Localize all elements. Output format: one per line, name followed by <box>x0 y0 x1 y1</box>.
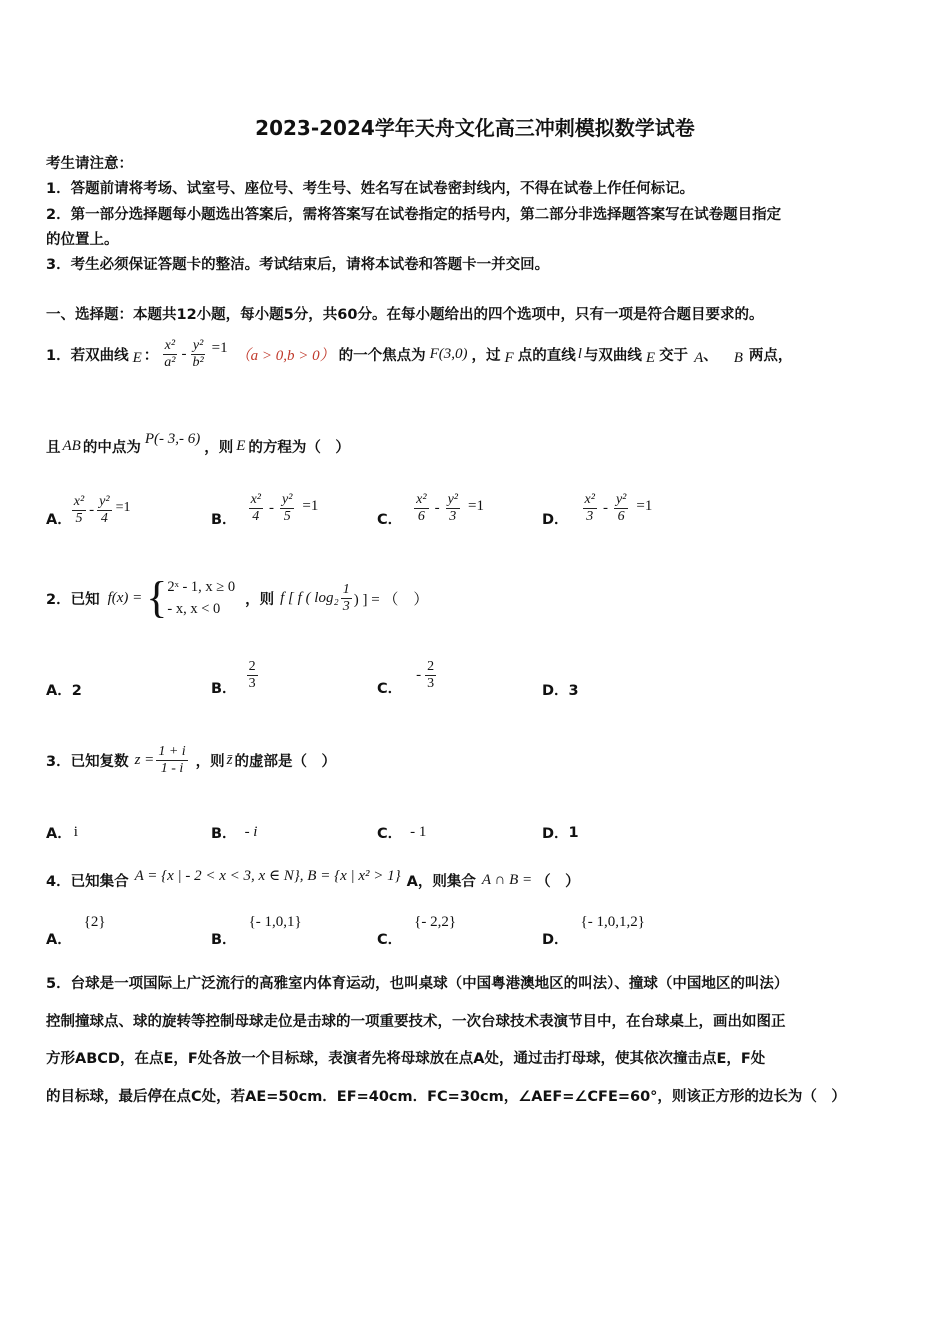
q1-focus: F(3,0) <box>429 345 468 362</box>
q1-frac-y: $\frac{\text{y²}}{\text{b²}}$ <box>192 337 204 370</box>
q1-option-b[interactable]: B． $\frac{\text{x²}}{4}$ - $\frac{\text{y²}}{5}$ =1 <box>211 491 319 528</box>
q3-option-a[interactable]: A． i <box>46 824 78 842</box>
question-3: 3．已知复数 z = $\frac{1 + i}{1 - i}$ ，则 z̄ 的虚部是（ ） <box>46 743 336 776</box>
question-1-line-1: 1．若双曲线 E ： $\frac{\text{x²}}{\text{a²}}$ - $\frac{\text{y²}}{\text{b²}}$ =1 （a > 0,b > 0） 的一个焦点为 F(3,0) ，过 F 点的直线 l 与双曲线 E 交于 A 、 B 两点， <box>46 337 793 370</box>
q1-intro: 1．若双曲线 <box>46 347 129 364</box>
question-1-line-2: 且 AB 的中点为 P(- 3,- 6) ，则 E 的方程为（ ） <box>46 430 350 456</box>
q3-frac: $\frac{1 + i}{1 - i}$ <box>158 743 186 776</box>
notice-item-2-cont: 的位置上。 <box>46 232 119 248</box>
notice-item-2: 2．第一部分选择题每小题选出答案后，需将答案写在试卷指定的括号内，第二部分非选择题答案写在试卷题目指定 <box>46 207 782 223</box>
q1-frac-x: $\frac{\text{x²}}{\text{a²}}$ <box>164 337 176 370</box>
q1-colon: ： <box>143 347 159 364</box>
q1-condition: （a > 0,b > 0） <box>235 347 335 364</box>
q1-option-c[interactable]: C． $\frac{\text{x²}}{6}$ - $\frac{\text{y²}}{3}$ =1 <box>377 491 484 528</box>
notice-heading: 考生请注意： <box>46 156 133 172</box>
q1-option-d[interactable]: D． $\frac{\text{x²}}{3}$ - $\frac{\text{y²}}{6}$ =1 <box>542 491 653 528</box>
q2-option-a[interactable]: A．2 <box>46 683 82 699</box>
q2-fx: f(x) = <box>107 589 143 606</box>
question-5-line-1: 5．台球是一项国际上广泛流行的高雅室内体育运动，也叫桌球（中国粤港澳地区的叫法）、撞球（中国地区的叫法） <box>46 976 789 992</box>
q2-brace: { <box>146 573 168 622</box>
page-title: 2023-2024学年天舟文化高三冲刺模拟数学试卷 <box>255 116 695 140</box>
section-heading: 一、选择题：本题共12小题，每小题5分，共60分。在每小题给出的四个选项中，只有一项是符合题目要求的。 <box>46 307 764 323</box>
q3-option-c[interactable]: C． - 1 <box>377 824 427 842</box>
q4-sets: A = {x | - 2 < x < 3, x ∈ N}, B = {x | x² > 1} <box>134 867 401 884</box>
q4-option-a[interactable]: A． {2} <box>46 914 106 948</box>
q3-option-b[interactable]: B． - i <box>211 824 258 842</box>
q4-option-b[interactable]: B． {- 1,0,1} <box>211 914 302 948</box>
q1-eq: =1 <box>211 339 228 356</box>
q4-option-d[interactable]: D． {- 1,0,1,2} <box>542 914 645 948</box>
notice-item-3: 3．考生必须保证答题卡的整洁。考试结束后，请将本试卷和答题卡一并交回。 <box>46 257 550 273</box>
q2-option-d[interactable]: D．3 <box>542 683 579 699</box>
q2-frac: $\frac{1}{3}$ <box>342 581 350 614</box>
q1-E: E <box>132 349 142 366</box>
question-2: 2．已知 f(x) = { 2ˣ - 1, x ≥ 0 - x, x < 0 ，则 f [ f ( log₂ $\frac{1}{3}$ ) ] = （ ） <box>46 573 429 622</box>
question-4: 4．已知集合 A = {x | - 2 < x < 3, x ∈ N}, B = {x | x² > 1} A，则集合 A ∩ B = （ ） <box>46 867 580 890</box>
q1-option-a[interactable]: A． $\frac{\text{x²}}{5}$ - $\frac{\text{y²}}{4}$ =1 <box>46 493 131 528</box>
notice-item-1: 1．答题前请将考场、试室号、座位号、考生号、姓名写在试卷密封线内，不得在试卷上作任何标记。 <box>46 181 695 197</box>
q2-cases: 2ˣ - 1, x ≥ 0 - x, x < 0 <box>167 579 236 617</box>
q2-expr: f [ f ( log₂ <box>280 589 339 606</box>
question-5-line-4: 的目标球，最后停在点C处，若AE=50cm．EF=40cm．FC=30cm，∠AEF=∠CFE=60°，则该正方形的边长为（ ） <box>46 1089 846 1105</box>
question-5-line-2: 控制撞球点、球的旋转等控制母球走位是击球的一项重要技术，一次台球技术表演节目中，在台球桌上，画出如图正 <box>46 1014 786 1030</box>
q2-option-c[interactable]: C． - $\frac{2}{3}$ <box>377 658 435 697</box>
q3-option-d[interactable]: D． 1 <box>542 824 579 842</box>
q4-option-c[interactable]: C． {- 2,2} <box>377 914 457 948</box>
q2-option-b[interactable]: B． $\frac{2}{3}$ <box>211 658 256 697</box>
question-5-line-3: 方形ABCD，在点E，F处各放一个目标球，表演者先将母球放在点A处，通过击打母球，使其依次撞击点E，F处 <box>46 1051 766 1067</box>
q1-midpoint: P(- 3,- 6) <box>144 430 201 447</box>
